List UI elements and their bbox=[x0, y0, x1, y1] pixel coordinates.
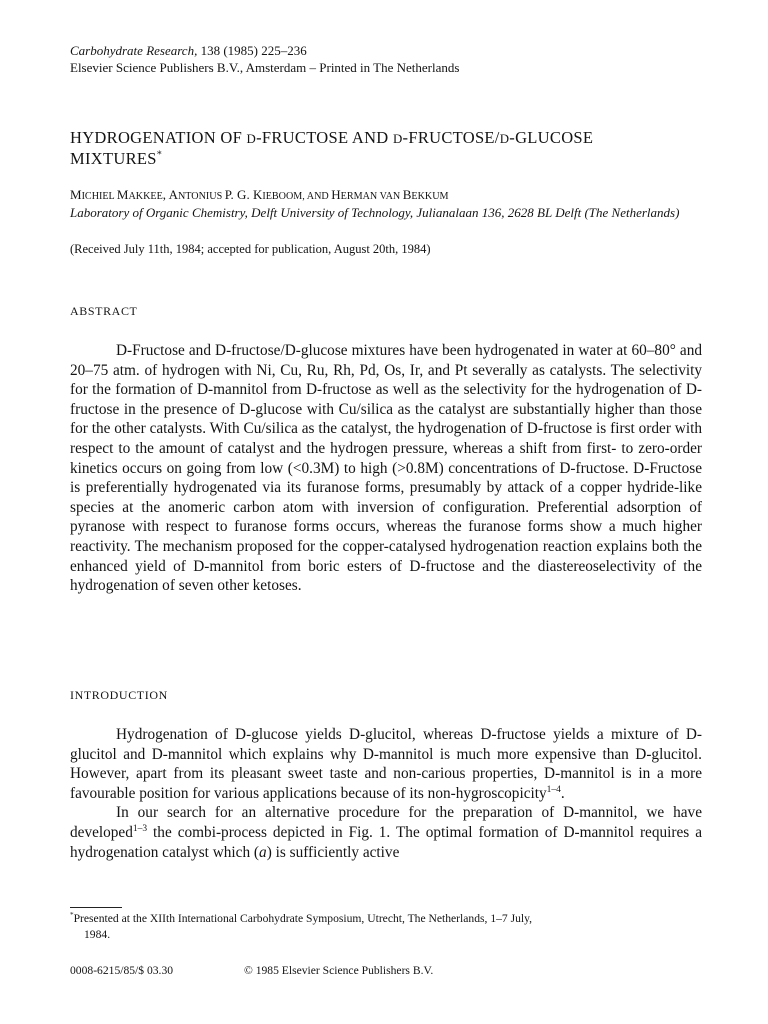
author-name: P. G. bbox=[224, 187, 253, 202]
introduction-text bbox=[70, 725, 702, 862]
author-name: NTONIUS bbox=[177, 191, 225, 202]
author-name: A bbox=[168, 187, 178, 202]
intro-text-run: the combi-process depicted in Fig. 1. The optimal formation of D-mannitol requires a hydrogenation catalyst which ( bbox=[70, 823, 702, 861]
title-text: -GLUCOSE bbox=[509, 128, 594, 147]
article-title bbox=[70, 128, 720, 169]
intro-text-run: Hydrogenation of D-glucose yields D-glucitol, whereas D-fructose yields a mixture of D-glucitol and D-mannitol which explains why D-mannitol is much more expensive than D-glucitol. However, apart from its pleasant sweet taste and non-carious properties, D-mannitol is in a more favourable position for various applications because of its non-hygroscopicity bbox=[70, 726, 702, 802]
affiliation: Laboratory of Organic Chemistry, Delft University of Technology, Julianalaan 136, 2628 BL Delft (The Netherlands) bbox=[70, 205, 680, 220]
author-name: H bbox=[331, 187, 341, 202]
footnote-rule bbox=[70, 907, 122, 908]
reference-marker: 1–3 bbox=[132, 823, 148, 834]
abstract-text: D-Fructose and D-fructose/D-glucose mixtures have been hydrogenated in water at 60–80° and 20–75 atm. of hydrogen with Ni, Cu, Ru, Rh, Pd, Os, Ir, and Pt severally as catalysts. The selectivity for the formation of D-mannitol from D-fructose as well as the selectivity for the hydrogenation of D-fructose in the presence of D-glucose with Cu/silica as the catalyst are substantially higher than those for the other catalysts. With Cu/silica as the catalyst, the hydrogenation of D-fructose is first order with respect to the amount of catalyst and the hydrogen pressure, whereas a shift from first- to zero-order kinetics occurs on going from low (<0.3M) to high (>0.8M) concentrations of D-fructose. D-Fructose is preferentially hydrogenated via its furanose forms, presumably by attack of a copper hydride-like species at the anomeric carbon atom with inversion of configuration. Preferential adsorption of pyranose with respect to furanose forms occurs, whereas the furanose forms show a much higher reactivity. The mechanism proposed for the copper-catalysed hydrogenation reaction explains both the enhanced yield of D-mannitol from boric esters of D-fructose and the diastereoselectivity of the hydrogenation of seven other ketoses. bbox=[70, 342, 702, 595]
author-separator: , bbox=[162, 187, 169, 202]
author-name: M bbox=[116, 187, 129, 202]
reference-marker: 1–4 bbox=[546, 784, 561, 795]
title-text: HYDROGENATION OF bbox=[70, 128, 247, 147]
author-name: EKKUM bbox=[411, 191, 449, 202]
journal-name: Carbohydrate Research, bbox=[70, 43, 198, 58]
footnote-line bbox=[70, 911, 702, 927]
journal-citation bbox=[70, 42, 459, 59]
intro-text-run: In our search for an alternative procedure for the preparation of D-mannitol, we have developed bbox=[70, 804, 702, 841]
intro-text-run: a bbox=[259, 843, 267, 861]
intro-text-run: ) is sufficiently active bbox=[266, 843, 400, 861]
intro-paragraph-1 bbox=[70, 725, 702, 803]
author-name: M bbox=[70, 187, 82, 202]
title-text: D bbox=[499, 132, 510, 146]
publisher-line: Elsevier Science Publishers B.V., Amsterdam – Printed in The Netherlands bbox=[70, 60, 460, 75]
journal-header bbox=[70, 42, 459, 76]
abstract-heading: ABSTRACT bbox=[70, 304, 138, 318]
title-text: -FRUCTOSE/ bbox=[402, 128, 500, 147]
title-text: D bbox=[246, 132, 257, 146]
author-list bbox=[70, 186, 449, 205]
footnote-marker: * bbox=[70, 911, 74, 920]
intro-paragraph-2 bbox=[70, 803, 702, 862]
received-dates: (Received July 11th, 1984; accepted for publication, August 20th, 1984) bbox=[70, 242, 431, 256]
journal-volume-pages: 138 (1985) 225–236 bbox=[197, 43, 307, 58]
intro-text-run: . bbox=[560, 784, 565, 802]
title-text: -FRUCTOSE AND bbox=[256, 128, 393, 147]
author-name: IEBOOM bbox=[262, 191, 303, 202]
author-name: K bbox=[252, 187, 263, 202]
author-name: ERMAN VAN bbox=[340, 191, 403, 202]
author-separator: , AND bbox=[302, 191, 332, 202]
title-text: MIXTURES bbox=[70, 149, 157, 168]
author-name: AKKEE bbox=[128, 191, 163, 202]
title-text: D bbox=[392, 132, 403, 146]
author-name: ICHIEL bbox=[81, 191, 117, 202]
introduction-heading: INTRODUCTION bbox=[70, 688, 168, 702]
author-name: B bbox=[402, 187, 412, 202]
footnote bbox=[70, 911, 702, 942]
copyright-notice: © 1985 Elsevier Science Publishers B.V. bbox=[244, 964, 434, 977]
issn-code: 0008-6215/85/$ 03.30 bbox=[70, 964, 174, 977]
footnote-text: Presented at the XIIth International Carbohydrate Symposium, Utrecht, The Netherlands, 1–7 July, bbox=[73, 912, 533, 925]
footnote-text: 1984. bbox=[84, 927, 111, 941]
title-footnote-marker: * bbox=[156, 149, 163, 161]
